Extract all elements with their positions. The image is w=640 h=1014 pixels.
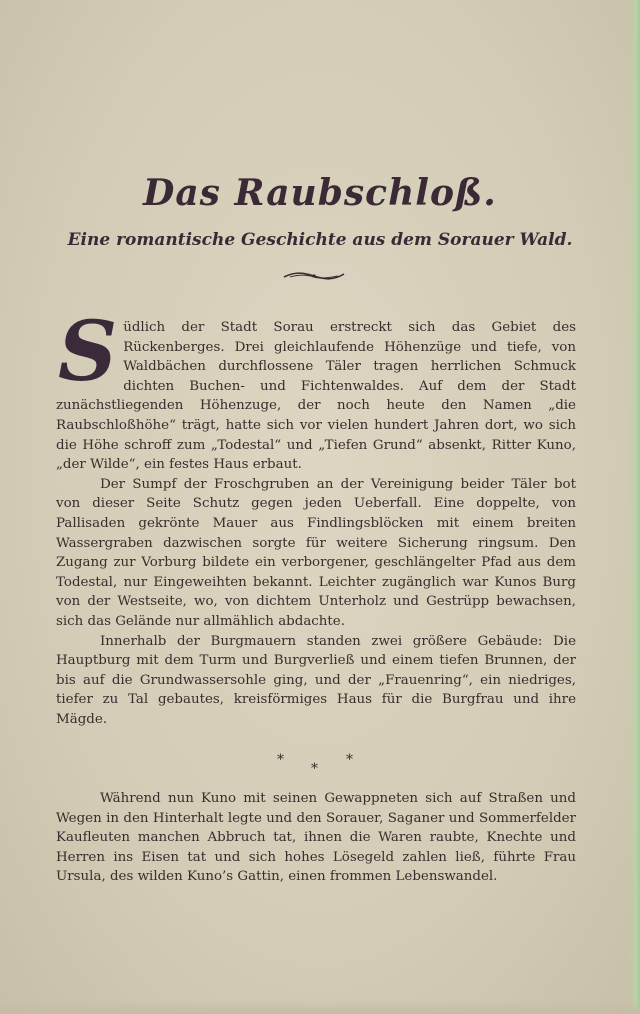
separator-star: * — [346, 752, 353, 768]
page-subtitle: Eine romantische Geschichte aus dem Sorauer Wald. — [67, 230, 573, 250]
separator-star: * — [277, 752, 284, 768]
paragraph-1 — [56, 304, 576, 475]
paragraph-3: Innerhalb der Burgmauern standen zwei größere Gebäude: Die Hauptburg mit dem Turm und Burgverließ und einem tiefen Brunnen, der bis auf die Grundwassersohle ging, und der „Frauenring“, ein niedriges, tiefer zu Tal gebautes, kreisförmiges Haus für die Burgfrau und ihre Mägde. — [56, 633, 576, 727]
page-edge-bottom — [0, 1000, 640, 1014]
body-text-section-2 — [56, 789, 576, 887]
body-text — [56, 304, 576, 729]
ornament-flourish — [282, 268, 346, 282]
page-title: Das Raubschloß. — [143, 172, 497, 214]
paragraph-2: Der Sumpf der Froschgruben an der Vereinigung beider Täler bot von dieser Seite Schutz gegen jeden Ueberfall. Eine doppelte, von Pallisaden gekrönte Mauer aus Findlingsblöcken mit einem breiten Wassergraben dazwischen sorgte für weitere Sicherung ringsum. Den Zugang zur Vorburg bildete ein verborgener, geschlängelter Pfad aus dem Todestal, nur Eingeweihten bekannt. Leichter zugänglich war Kunos Burg von der Westseite, wo, von dichtem Unterholz und Gestrüpp bewachsen, sich das Gelände nur allmählich abdachte. — [56, 476, 576, 629]
paragraph-4: Während nun Kuno mit seinen Gewappneten sich auf Straßen und Wegen in den Hinterhalt legte und den Sorauer, Saganer und Sommerfelder Kaufleuten manchen Abbruch tat, ihnen die Waren raubte, Knechte und Herren ins Eisen tat und sich hohes Lösegeld zahlen ließ, führte Frau Ursula, des wilden Kuno’s Gattin, einen frommen Lebenswandel. — [56, 791, 576, 885]
page-edge-right — [630, 0, 640, 1014]
drop-cap-initial: S — [58, 304, 118, 400]
section-separator — [0, 752, 640, 776]
paragraph-1-text: üdlich der Stadt Sorau erstreckt sich das Gebiet des Rückenberges. Drei gleichlaufende Höhenzüge und tiefe, von Waldbächen durchflossene Täler tragen herrlichen Schmuck dichten Buchen- und Fichtenwaldes. Auf dem der Stadt zunächstliegenden Höhenzuge, der noch heute den Namen „die Raubschloßhöhe“ trägt, hatte sich vor vielen hundert Jahren dort, wo sich die Höhe schroff zum „Todestal“ und „Tiefen Grund“ absenkt, Ritter Kuno, „der Wilde“, ein festes Haus erbaut. — [56, 320, 576, 473]
separator-star: * — [311, 761, 318, 777]
